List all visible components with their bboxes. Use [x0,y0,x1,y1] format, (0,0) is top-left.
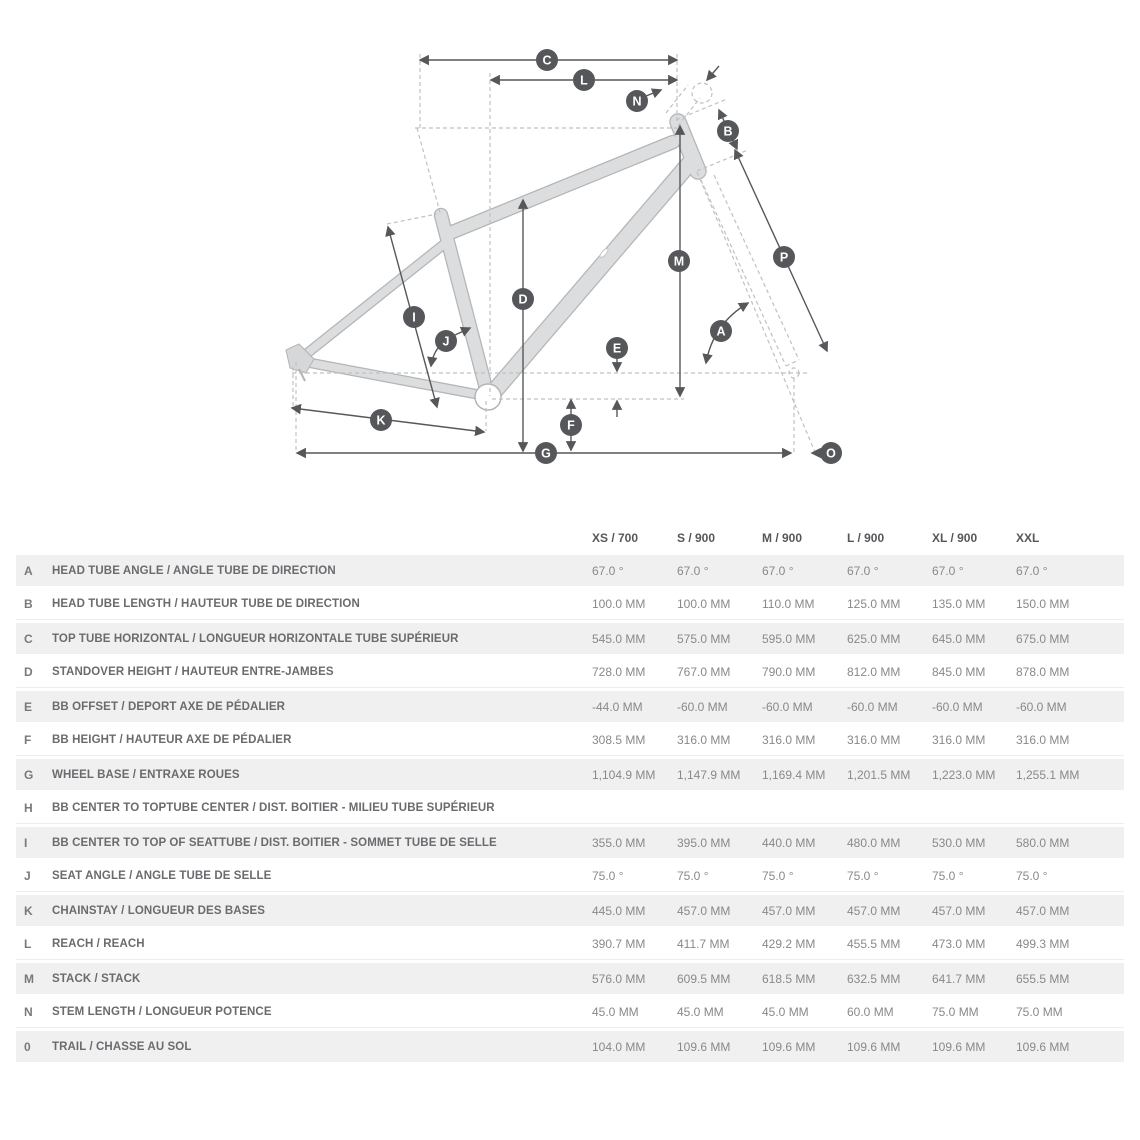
diagram-marker-D [512,288,534,310]
row-value: 641.7 MM [932,971,986,986]
row-value: 576.0 MM [592,971,646,986]
row-value: 878.0 MM [1016,665,1070,679]
construction-lines [292,54,815,452]
row-label: HEAD TUBE ANGLE / ANGLE TUBE DE DIRECTION [52,564,336,577]
diagram-marker-label: E [612,341,622,356]
row-value: -44.0 MM [592,699,643,714]
table-row [16,725,1124,756]
row-label: WHEEL BASE / ENTRAXE ROUES [52,768,240,781]
row-value: 445.0 MM [592,903,646,918]
row-value: 530.0 MM [932,835,986,850]
diagram-marker-I [403,306,425,328]
diagram-marker-label: J [442,334,450,349]
diagram-marker-N [626,90,648,112]
diagram-marker-P [773,246,795,268]
row-value: 109.6 MM [762,1039,816,1054]
row-value: 316.0 MM [932,733,986,747]
diagram-marker-C [536,49,558,71]
geometry-table [16,524,1124,1065]
frame-geometry-diagram [0,0,1140,520]
row-value: 618.5 MM [762,971,816,986]
diagram-marker-label: A [716,324,726,339]
row-value: 580.0 MM [1016,835,1070,850]
row-value: 45.0 MM [762,1005,809,1019]
row-value: 67.0 ° [932,563,964,578]
row-value: 545.0 MM [592,631,646,646]
row-label: CHAINSTAY / LONGUEUR DES BASES [52,904,266,917]
table-header-row [16,524,1124,551]
table-row [16,929,1124,960]
row-value: 110.0 MM [762,597,815,611]
diagram-marker-label: I [412,310,416,325]
row-value: 1,255.1 MM [1016,767,1080,782]
column-header: XS / 700 [592,530,639,545]
row-value: 1,201.5 MM [847,767,911,782]
table-row [16,691,1124,722]
row-letter: 0 [24,1039,31,1054]
row-value: 75.0 MM [1016,1005,1063,1019]
dimension-lines [292,60,827,453]
row-letter: L [24,937,32,951]
row-letter: M [24,971,34,986]
diagram-marker-A [710,320,732,342]
row-label: TRAIL / CHASSE AU SOL [52,1040,192,1053]
row-label: BB HEIGHT / HAUTEUR AXE DE PÉDALIER [52,734,292,746]
row-value: 480.0 MM [847,835,901,850]
row-value: 1,104.9 MM [592,767,656,782]
diagram-marker-label: G [541,446,551,461]
table-row [16,1031,1124,1062]
row-letter: N [24,1005,33,1019]
row-value: 45.0 MM [677,1005,724,1019]
row-letter: E [24,699,33,714]
diagram-marker-label: F [567,418,575,433]
row-value: 104.0 MM [592,1039,646,1054]
row-value: 109.6 MM [932,1039,986,1054]
row-value: 316.0 MM [677,733,731,747]
row-letter: D [24,665,33,679]
row-value: 812.0 MM [847,665,901,679]
row-value: -60.0 MM [762,699,813,714]
row-value: 1,223.0 MM [932,767,996,782]
row-value: 595.0 MM [762,631,816,646]
table-row [16,555,1124,586]
row-value: 316.0 MM [847,733,901,747]
row-value: 457.0 MM [1016,903,1070,918]
row-value: 457.0 MM [762,903,816,918]
row-letter: H [24,801,33,815]
row-value: 429.2 MM [762,937,816,951]
row-value: 109.6 MM [1016,1039,1070,1054]
row-value: 75.0 ° [932,869,964,883]
table-row [16,657,1124,688]
row-letter: J [24,869,31,883]
row-label: BB CENTER TO TOP OF SEATTUBE / DIST. BOITIER - SOMMET TUBE DE SELLE [52,836,497,849]
table-row [16,997,1124,1028]
row-value: 60.0 MM [847,1005,894,1019]
diagram-marker-F [560,414,582,436]
row-value: 75.0 ° [762,869,794,883]
row-value: 75.0 ° [847,869,879,883]
row-value: -60.0 MM [932,699,983,714]
column-header: XXL [1016,530,1040,545]
row-value: 45.0 MM [592,1005,639,1019]
row-value: 845.0 MM [932,665,986,679]
stem-clamp-circle [692,83,712,103]
row-value: 355.0 MM [592,835,646,850]
row-letter: I [24,835,28,850]
table-row [16,623,1124,654]
row-label: BB OFFSET / DEPORT AXE DE PÉDALIER [52,700,285,713]
row-value: 390.7 MM [592,937,646,951]
steering-axis [697,172,815,452]
row-value: 655.5 MM [1016,971,1070,986]
row-value: 67.0 ° [847,563,879,578]
row-label: SEAT ANGLE / ANGLE TUBE DE SELLE [52,870,272,882]
row-value: -60.0 MM [847,699,898,714]
row-value: 411.7 MM [677,937,730,951]
row-value: 100.0 MM [677,597,731,611]
row-label: STANDOVER HEIGHT / HAUTEUR ENTRE-JAMBES [52,666,334,678]
row-value: 457.0 MM [847,903,901,918]
dim-N-stem-pointer [646,90,661,96]
diagram-marker-J [435,330,457,352]
diagram-marker-label: N [632,94,642,109]
row-value: 575.0 MM [677,631,731,646]
table-row [16,895,1124,926]
row-letter: F [24,733,32,747]
row-label: TOP TUBE HORIZONTAL / LONGUEUR HORIZONTALE TUBE SUPÉRIEUR [52,632,459,645]
diagram-marker-label: M [673,254,685,269]
row-value: 395.0 MM [677,835,731,850]
diagram-marker-label: D [518,292,528,307]
column-header: L / 900 [847,530,885,545]
column-header: M / 900 [762,530,803,545]
table-row [16,861,1124,892]
diagram-marker-label: L [580,73,588,88]
row-value: 125.0 MM [847,597,901,611]
row-letter: B [24,597,33,611]
row-value: -60.0 MM [677,699,728,714]
row-value: 316.0 MM [1016,733,1070,747]
row-value: 67.0 ° [592,563,624,578]
diagram-marker-label: B [723,124,733,139]
steering-axis-pointer [707,66,719,80]
row-value: 499.3 MM [1016,937,1070,951]
diagram-marker-M [668,250,690,272]
row-value: 609.5 MM [677,971,731,986]
row-value: 75.0 MM [932,1005,979,1019]
row-letter: A [24,563,33,578]
row-value: 75.0 ° [592,869,624,883]
row-value: 100.0 MM [592,597,646,611]
diagram-marker-label: K [376,413,386,428]
row-value: 675.0 MM [1016,631,1070,646]
diagram-marker-E [606,337,628,359]
row-value: 728.0 MM [592,665,646,679]
diagram-marker-label: O [826,446,836,461]
bike-frame [286,122,698,410]
row-value: 109.6 MM [847,1039,901,1054]
table-row [16,589,1124,620]
diagram-marker-G [535,442,557,464]
diagram-marker-L [573,69,595,91]
row-value: 308.5 MM [592,733,646,747]
frame-tube-outlines [300,122,698,396]
row-value: 75.0 ° [677,869,709,883]
row-value: 1,169.4 MM [762,767,826,782]
row-label: REACH / REACH [52,938,145,950]
diagram-marker-B [717,120,739,142]
row-value: 457.0 MM [932,903,986,918]
row-value: 1,147.9 MM [677,767,741,782]
table-row [16,793,1124,824]
table-row [16,759,1124,790]
row-letter: K [24,903,33,918]
row-value: 67.0 ° [762,563,794,578]
row-letter: C [24,631,33,646]
row-label: STACK / STACK [52,972,141,985]
row-value: 75.0 ° [1016,869,1048,883]
row-value: 109.6 MM [677,1039,731,1054]
row-value: 316.0 MM [762,733,816,747]
diagram-marker-O [820,442,842,464]
row-value: 790.0 MM [762,665,816,679]
row-value: 135.0 MM [932,597,986,611]
row-value: 150.0 MM [1016,597,1070,611]
row-value: 440.0 MM [762,835,816,850]
row-value: 67.0 ° [1016,563,1048,578]
table-row [16,827,1124,858]
table-row [16,963,1124,994]
bottom-bracket [475,384,501,410]
row-value: 455.5 MM [847,937,901,951]
row-value: 67.0 ° [677,563,709,578]
row-label: STEM LENGTH / LONGUEUR POTENCE [52,1006,272,1018]
diagram-marker-label: C [542,53,552,68]
column-header: XL / 900 [932,530,978,545]
row-value: 632.5 MM [847,971,901,986]
row-label: BB CENTER TO TOPTUBE CENTER / DIST. BOITIER - MILIEU TUBE SUPÉRIEUR [52,802,495,814]
row-value: 625.0 MM [847,631,901,646]
row-value: 767.0 MM [677,665,731,679]
row-value: 457.0 MM [677,903,731,918]
row-label: HEAD TUBE LENGTH / HAUTEUR TUBE DE DIRECTION [52,598,360,610]
diagram-marker-label: P [779,250,789,265]
column-header: S / 900 [677,530,716,545]
diagram-marker-K [370,409,392,431]
row-value: -60.0 MM [1016,699,1067,714]
row-value: 645.0 MM [932,631,986,646]
row-letter: G [24,767,34,782]
row-value: 473.0 MM [932,937,986,951]
